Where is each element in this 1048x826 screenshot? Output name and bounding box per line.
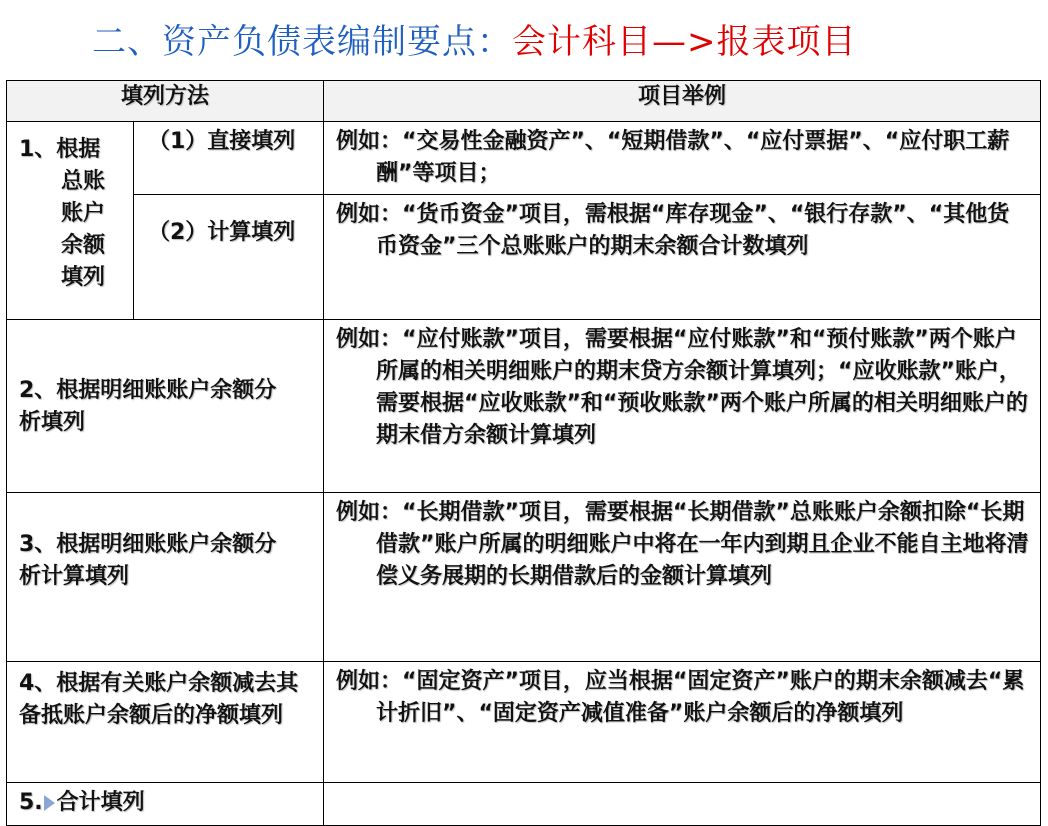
example-cell: 例如：“固定资产”项目，应当根据“固定资产”账户的期末余额减去“累计折旧”、“固定资产减值准备”账户余额后的净额填列 (324, 662, 1041, 783)
sub-method-direct-label: （1）直接填列 (148, 129, 296, 154)
method-cell-4: 4、根据有关账户余额减去其备抵账户余额后的净额填列 (7, 662, 324, 783)
method-5-number: 5. (19, 790, 43, 815)
example-cell: 例如：“应付账款”项目，需要根据“应付账款”和“预付账款”两个账户所属的相关明细账户的期末贷方余额计算填列；“应收账款”账户，需要根据“应收账款”和“预收账款”两个账户所属的相关明细账户的期末借方余额计算填列 (324, 320, 1041, 493)
method-1-line-1: 1、根据 (19, 137, 101, 162)
filling-methods-table (6, 80, 1041, 826)
method-cell-1 (7, 122, 134, 320)
example-cell: 例如：“交易性金融资产”、“短期借款”、“应付票据”、“应付职工薪酬”等项目； (324, 122, 1041, 195)
example-cell-empty (324, 783, 1041, 826)
method-5-label: 合计填列 (56, 790, 145, 815)
triangle-bullet-icon (44, 795, 55, 811)
sub-method-direct (134, 122, 324, 195)
slide-title (92, 16, 857, 68)
table-row (7, 493, 1041, 662)
table-row (7, 662, 1041, 783)
table-row (7, 195, 1041, 320)
method-1-line-3: 账户 (61, 201, 106, 226)
title-part-2: 会计科目—>报表项目 (512, 22, 857, 62)
header-example: 项目举例 (324, 81, 1041, 122)
method-1-line-5: 填列 (61, 265, 106, 290)
title-part-1: 二、资产负债表编制要点： (92, 22, 512, 62)
method-cell-2: 2、根据明细账账户余额分析填列 (7, 320, 324, 493)
method-1-line-4: 余额 (61, 233, 106, 258)
method-1-line-2: 总账 (61, 169, 106, 194)
table-row (7, 783, 1041, 826)
table-row (7, 320, 1041, 493)
header-method: 填列方法 (7, 81, 324, 122)
example-cell: 例如：“长期借款”项目，需要根据“长期借款”总账账户余额扣除“长期借款”账户所属的明细账户中将在一年内到期且企业不能自主地将清偿义务展期的长期借款后的金额计算填列 (324, 493, 1041, 662)
sub-method-calc-label: （2）计算填列 (148, 220, 296, 245)
method-cell-5 (7, 783, 324, 826)
method-cell-3: 3、根据明细账账户余额分析计算填列 (7, 493, 324, 662)
sub-method-calc (134, 195, 324, 320)
table-header-row (7, 81, 1041, 122)
table-row (7, 122, 1041, 195)
example-cell: 例如：“货币资金”项目，需根据“库存现金”、“银行存款”、“其他货币资金”三个总账账户的期末余额合计数填列 (324, 195, 1041, 320)
